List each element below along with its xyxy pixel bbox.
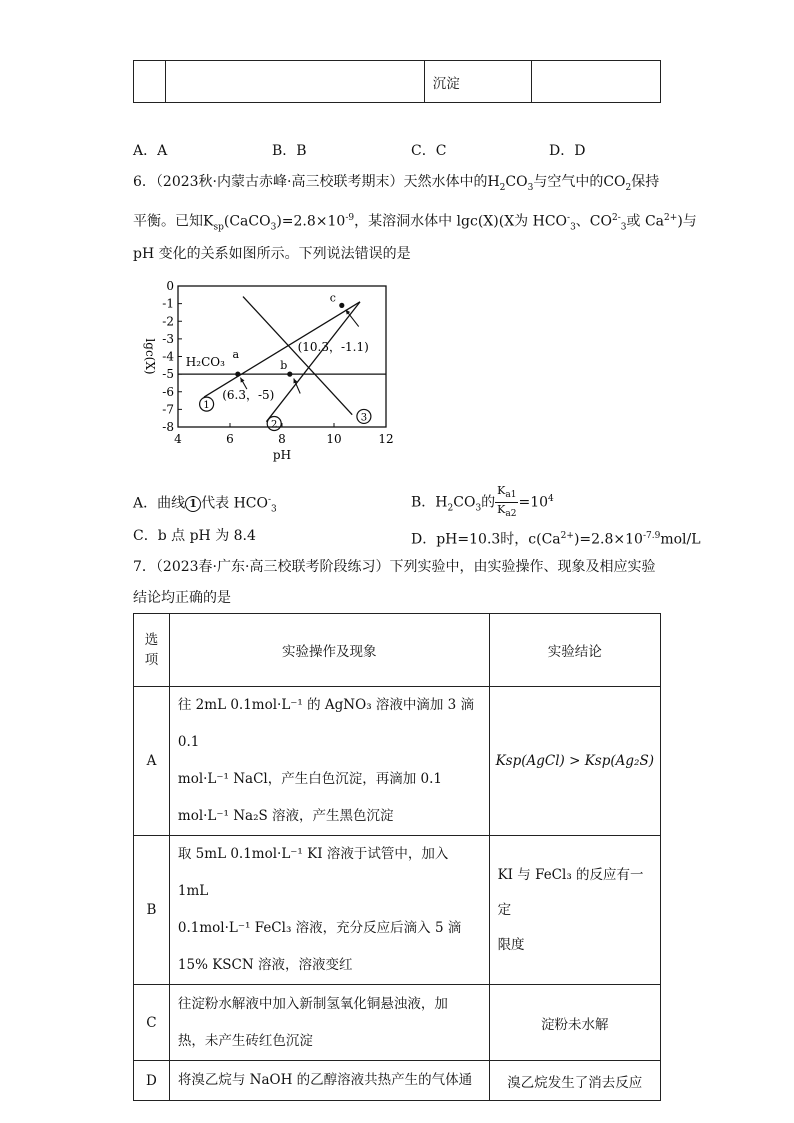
q6-option-c: C．b 点 pH 为 8.4 xyxy=(133,528,256,544)
q6-line2-g: )与 xyxy=(677,213,697,230)
x-axis-label: pH xyxy=(272,448,292,462)
q5-option-b: B．B xyxy=(272,143,307,159)
q7-row-a-line: mol·L⁻¹ Na₂S 溶液，产生黑色沉淀 xyxy=(177,808,394,824)
curve-circle-number-2: 2 xyxy=(271,419,278,431)
y-tick-label: -3 xyxy=(162,331,174,346)
q7-number: 7． xyxy=(133,559,156,575)
q6-option-d-rest: )=2.8×10 xyxy=(573,531,643,548)
q6-option-b-co: CO xyxy=(453,494,476,511)
q7-row-b-option: B xyxy=(134,836,170,985)
q7-row-d-operation: 将溴乙烷与 NaOH 的乙醇溶液共热产生的气体通 xyxy=(169,1061,489,1101)
q7-row-a-line: 往 2mL 0.1mol·L⁻¹ 的 AgNO₃ 溶液中滴加 3 滴 0.1 xyxy=(177,697,475,750)
q6-line2-d: ，某溶洞水体中 lgc(X)(X为 HCO xyxy=(354,213,568,230)
q6-line2-f: 或 Ca xyxy=(626,213,665,230)
point-b xyxy=(287,372,292,377)
q5-option-d: D．D xyxy=(549,143,586,159)
q7-header-operation: 实验操作及现象 xyxy=(169,614,489,687)
q7-row-d-conclusion: 溴乙烷发生了消去反应 xyxy=(489,1061,660,1101)
curve-1-circle-label: 1 xyxy=(185,496,201,512)
h2co3-label: H₂CO₃ xyxy=(185,355,225,370)
q6-line2-a: 平衡。已知K xyxy=(133,213,214,230)
q7-source: （2023春·广东·高三校联考阶段练习） xyxy=(155,559,390,575)
annotation-a: (6.3，-5) xyxy=(222,387,275,402)
top-table xyxy=(133,60,661,103)
q6-text-a: 天然水体中的H xyxy=(403,174,500,190)
frac-den: K xyxy=(497,503,506,517)
q7-row-c-line: 热，未产生砖红色沉淀 xyxy=(177,1032,313,1049)
y-axis-label: lgc(X) xyxy=(143,338,157,375)
q6-line-3: pH 变化的关系如图所示。下列说法错误的是 xyxy=(133,246,411,262)
q7-row-c-option: C xyxy=(134,985,170,1061)
q6-number: 6． xyxy=(133,174,156,190)
ka1-over-ka2-fraction xyxy=(495,484,518,521)
y-tick-label: -5 xyxy=(162,367,174,382)
y-tick-label: -6 xyxy=(162,384,174,399)
q6-text-d: 保持 xyxy=(631,174,660,190)
x-tick-label: 6 xyxy=(226,432,234,446)
q7-row-c-line: 往淀粉水解液中加入新制氢氧化铜悬浊液，加 xyxy=(177,995,448,1012)
q6-text-c: 与空气中的CO xyxy=(533,174,626,190)
q7-table xyxy=(133,613,661,1101)
point-label-b: b xyxy=(280,359,288,373)
q6-option-d-text: D．pH=10.3时，c(Ca xyxy=(411,531,561,548)
q7-header-row xyxy=(134,614,661,687)
annotation-c: (10.3，-1.1) xyxy=(297,340,369,355)
q6-line2-e: 、CO xyxy=(575,213,612,230)
q6-option-d-unit: mol/L xyxy=(660,531,701,548)
q7-row-b-line: 取 5mL 0.1mol·L⁻¹ KI 溶液于试管中，加入 1mL xyxy=(177,846,449,899)
curve-circle-number-3: 3 xyxy=(360,412,368,424)
q7-text-a: 下列实验中，由实验操作、现象及相应实验 xyxy=(389,559,656,575)
x-tick-label: 10 xyxy=(326,432,342,446)
top-table-cell-4 xyxy=(532,61,661,103)
q7-row-a-operation xyxy=(169,687,489,836)
q7-row-b-conclusion-line: 限度 xyxy=(497,936,525,953)
frac-num: K xyxy=(497,484,506,497)
q7-header-conclusion: 实验结论 xyxy=(489,614,660,687)
point-label-c: c xyxy=(329,291,336,305)
q6-option-b-text: B．H xyxy=(411,494,448,511)
y-tick-label: -8 xyxy=(162,420,174,434)
point-label-a: a xyxy=(232,348,240,362)
q7-row-d-option: D xyxy=(134,1061,170,1101)
q7-row-b-line: 15% KSCN 溶液，溶液变红 xyxy=(177,957,353,973)
q6-option-b-rest: =10 xyxy=(518,494,549,511)
q7-row-a-conclusion: Ksp(AgCl) > Ksp(Ag₂S) xyxy=(489,687,660,836)
q6-text-b: CO xyxy=(505,174,528,190)
q6-option-a: A．曲线 1 代表 $HCO^-_3$ xyxy=(133,495,277,515)
q7-header-option-text: 选项 xyxy=(144,632,159,668)
x-tick-label: 8 xyxy=(278,432,286,446)
q7-line-1 xyxy=(133,557,655,577)
lgc-ph-chart xyxy=(140,278,400,473)
q7-row-a-line: mol·L⁻¹ NaCl，产生白色沉淀，再滴加 0.1 xyxy=(177,771,442,787)
q7-row-c-conclusion: 淀粉未水解 xyxy=(489,985,660,1061)
q7-row-b-line: 0.1mol·L⁻¹ FeCl₃ 溶液，充分反应后滴入 5 滴 xyxy=(177,920,462,936)
q6-option-b-de: 的 xyxy=(481,494,496,511)
q6-option-d-exp: -7.9 xyxy=(642,531,661,541)
q7-row-a-option: A xyxy=(134,687,170,836)
y-tick-label: 0 xyxy=(166,279,174,293)
q6-source: （2023秋·内蒙古赤峰·高三校联考期末） xyxy=(155,174,404,190)
top-table-cell-1 xyxy=(134,61,166,103)
q5-option-c: C．C xyxy=(411,143,447,159)
x-tick-label: 12 xyxy=(378,432,394,446)
x-tick-label: 4 xyxy=(174,432,182,446)
q6-line-1: 6．（2023秋·内蒙古赤峰·高三校联考期末）天然水体中的$H_2CO_3$与空气中的$CO_2$保持 xyxy=(133,174,660,193)
top-table-cell-3: 沉淀 xyxy=(424,61,531,103)
top-table-cell-2 xyxy=(166,61,424,103)
q6-option-a-text: A．曲线 xyxy=(133,495,186,512)
y-tick-label: -2 xyxy=(162,314,174,329)
q6-line-2: 平衡。已知$K_{sp}(CaCO_3)=2.8\times 10^{-9}$，某溶洞水体中 lgc(X)(X为 $HCO^-_3$、$CO^{2-}_3$或 $Ca^{2+}$)与 xyxy=(133,213,697,233)
y-tick-label: -1 xyxy=(162,296,174,311)
q7-row-b-operation xyxy=(169,836,489,985)
q6-option-d: D．pH=10.3时，$c(Ca^{2+})=2.8\times 10^{-7.9}mol/L$ xyxy=(411,531,701,548)
q7-row-b-conclusion xyxy=(489,836,660,985)
point-c xyxy=(339,303,344,308)
frac-den-sub: a2 xyxy=(505,509,517,520)
q6-line2-b: (CaCO xyxy=(223,213,271,230)
q6-option-a-rest: 代表 HCO xyxy=(201,495,268,512)
curve-circle-number-1: 1 xyxy=(203,400,210,412)
q7-row-c-operation xyxy=(169,985,489,1061)
q7-row-a xyxy=(134,687,661,836)
q7-row-c xyxy=(134,985,661,1061)
point-a xyxy=(235,372,240,377)
q6-line2-c: )=2.8×10 xyxy=(276,213,346,230)
q7-header-option xyxy=(134,614,170,687)
q6-option-b-exp: 4 xyxy=(548,494,554,505)
q7-line-2: 结论均正确的是 xyxy=(133,590,231,606)
q6-option-b: B．$H_2CO_3$的 $\frac{K_{a1}}{K_{a2}}$ $=10^4$ xyxy=(411,484,554,520)
q7-row-d xyxy=(134,1061,661,1101)
q5-option-a: A．A xyxy=(133,143,168,159)
q7-row-b-conclusion-line: KI 与 FeCl₃ 的反应有一定 xyxy=(497,866,644,918)
y-tick-label: -4 xyxy=(162,349,174,364)
y-tick-label: -7 xyxy=(162,402,174,417)
q7-row-b xyxy=(134,836,661,985)
frac-num-sub: a1 xyxy=(505,490,517,501)
